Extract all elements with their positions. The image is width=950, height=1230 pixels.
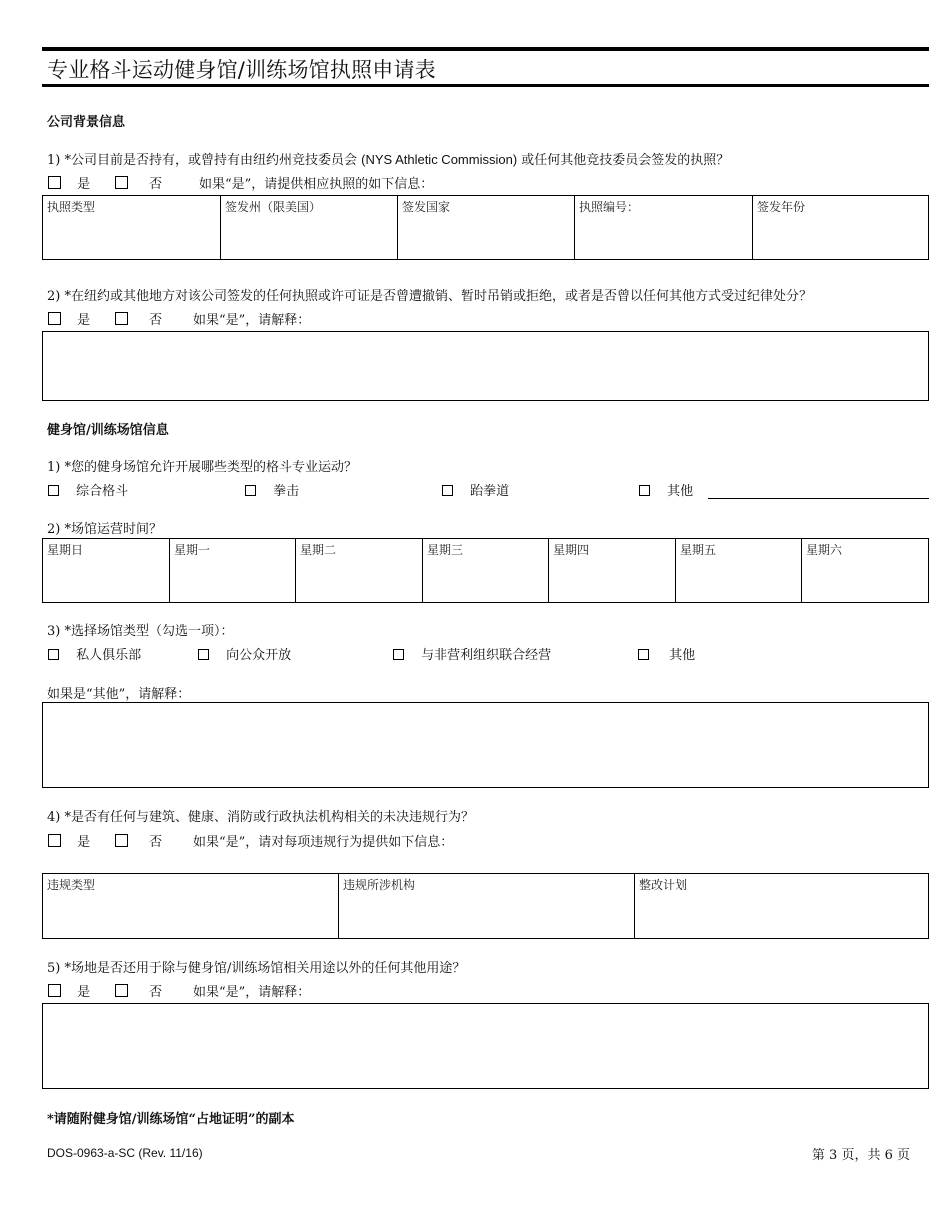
q2-no-option [115, 309, 162, 328]
q5-yes-label: 是 [77, 985, 91, 1000]
q2-followup: 如果“是”，请解释： [193, 313, 311, 328]
venue-private-club-label: 私人俱乐部 [76, 648, 142, 663]
q4-yes-label: 是 [77, 835, 91, 850]
question-text: 1) *公司目前是否持有，或曾持有由纽约州竞技委员会 [47, 153, 362, 168]
operating-hours-table [42, 538, 929, 603]
sport-other-input-line[interactable] [708, 498, 929, 499]
q1-yes-label: 是 [77, 177, 91, 192]
q2-yes-option [48, 309, 90, 328]
q1-no-checkbox[interactable] [115, 176, 128, 189]
sport-other-label: 其他 [667, 484, 694, 499]
sport-option-mma [48, 480, 128, 499]
q2-yes-label: 是 [77, 313, 91, 328]
venue-option-public [198, 644, 291, 663]
sport-option-other [639, 480, 693, 499]
venue-public-checkbox[interactable] [198, 649, 209, 660]
section-gym-info: 健身馆/训练场馆信息 [47, 423, 169, 438]
q1-no-label: 否 [149, 177, 163, 192]
form-title: 专业格斗运动健身馆/训练场馆执照申请表 [47, 58, 436, 82]
sport-taekwondo-checkbox[interactable] [442, 485, 453, 496]
q1-followup: 如果“是”，请提供相应执照的如下信息： [199, 177, 434, 192]
hours-wednesday[interactable]: 星期三 [423, 539, 549, 602]
q5-explanation-box[interactable] [42, 1003, 929, 1089]
venue-other-label: 其他 [669, 648, 696, 663]
sport-mma-label: 综合格斗 [76, 484, 129, 499]
q4-yes-checkbox[interactable] [48, 834, 61, 847]
occupancy-certificate-note: *请随附健身馆/训练场馆“占地证明”的副本 [47, 1112, 295, 1127]
header-bottom-rule [42, 84, 929, 87]
sport-boxing-checkbox[interactable] [245, 485, 256, 496]
venue-option-other [638, 644, 695, 663]
q2-no-checkbox[interactable] [115, 312, 128, 325]
hours-tuesday[interactable]: 星期二 [296, 539, 423, 602]
q4-no-option [115, 831, 162, 850]
hours-thursday[interactable]: 星期四 [549, 539, 676, 602]
license-number-field[interactable]: 执照编号： [575, 196, 753, 259]
license-info-table [42, 195, 929, 260]
issuing-country-field[interactable]: 签发国家 [398, 196, 575, 259]
q1-yes-option [48, 173, 90, 192]
venue-other-checkbox[interactable] [638, 649, 649, 660]
violation-type-field[interactable]: 违规类型 [43, 874, 339, 938]
question-other-uses: 5) *场地是否还用于除与健身馆/训练场馆相关用途以外的任何其他用途？ [47, 961, 466, 976]
question-violations: 4) *是否有任何与建筑、健康、消防或行政执法机构相关的未决违规行为？ [47, 810, 474, 825]
q2-explanation-box[interactable] [42, 331, 929, 401]
q4-no-label: 否 [149, 835, 163, 850]
sport-option-boxing [245, 480, 299, 499]
issuing-state-field[interactable]: 签发州（限美国） [221, 196, 398, 259]
question-operating-hours: 2) *场馆运营时间？ [47, 522, 162, 537]
question-text-suffix: 或任何其他竞技委员会签发的执照？ [517, 153, 730, 168]
q4-no-checkbox[interactable] [115, 834, 128, 847]
venue-nonprofit-label: 与非营利组织联合经营 [421, 648, 552, 663]
sport-mma-checkbox[interactable] [48, 485, 59, 496]
venue-option-private-club [48, 644, 141, 663]
q4-yes-option [48, 831, 90, 850]
question-venue-type: 3) *选择场馆类型（勾选一项）： [47, 624, 234, 639]
section-company-background: 公司背景信息 [47, 115, 126, 130]
venue-other-explanation-box[interactable] [42, 702, 929, 788]
q1-no-option [115, 173, 162, 192]
question-text-latin: (NYS Athletic Commission) [361, 152, 518, 167]
sport-option-taekwondo [442, 480, 509, 499]
page-number: 第 3 页，共 6 页 [811, 1148, 910, 1163]
question-company-license [47, 149, 729, 168]
q2-yes-checkbox[interactable] [48, 312, 61, 325]
question-license-revoked: 2) *在纽约或其他地方对该公司签发的任何执照或许可证是否曾遭撤销、暂时吊销或拒绝，或者是否曾以任何其他方式受过纪律处分？ [47, 289, 812, 304]
sport-boxing-label: 拳击 [273, 484, 300, 499]
violation-agency-field[interactable]: 违规所涉机构 [339, 874, 635, 938]
q2-no-label: 否 [149, 313, 163, 328]
hours-monday[interactable]: 星期一 [170, 539, 296, 602]
form-id: DOS-0963-a-SC (Rev. 11/16) [47, 1146, 203, 1160]
q5-followup: 如果“是”，请解释： [193, 985, 311, 1000]
q4-followup: 如果“是”，请对每项违规行为提供如下信息： [193, 835, 454, 850]
hours-saturday[interactable]: 星期六 [806, 543, 843, 557]
sport-taekwondo-label: 跆拳道 [470, 484, 510, 499]
q5-no-checkbox[interactable] [115, 984, 128, 997]
issue-year-field[interactable]: 签发年份 [757, 200, 806, 214]
hours-friday[interactable]: 星期五 [676, 539, 802, 602]
venue-nonprofit-checkbox[interactable] [393, 649, 404, 660]
license-type-field[interactable]: 执照类型 [43, 196, 221, 259]
venue-option-nonprofit [393, 644, 551, 663]
sport-other-checkbox[interactable] [639, 485, 650, 496]
venue-public-label: 向公众开放 [226, 648, 292, 663]
q5-no-option [115, 981, 162, 1000]
header-top-rule [42, 47, 929, 51]
venue-other-explain-label: 如果是“其他”，请解释： [47, 687, 191, 702]
q5-yes-checkbox[interactable] [48, 984, 61, 997]
q5-yes-option [48, 981, 90, 1000]
q1-yes-checkbox[interactable] [48, 176, 61, 189]
question-sport-types: 1) *您的健身场馆允许开展哪些类型的格斗专业运动？ [47, 460, 357, 475]
q5-no-label: 否 [149, 985, 163, 1000]
corrective-plan-field[interactable]: 整改计划 [639, 878, 688, 892]
violations-table [42, 873, 929, 939]
hours-sunday[interactable]: 星期日 [43, 539, 170, 602]
venue-private-club-checkbox[interactable] [48, 649, 59, 660]
